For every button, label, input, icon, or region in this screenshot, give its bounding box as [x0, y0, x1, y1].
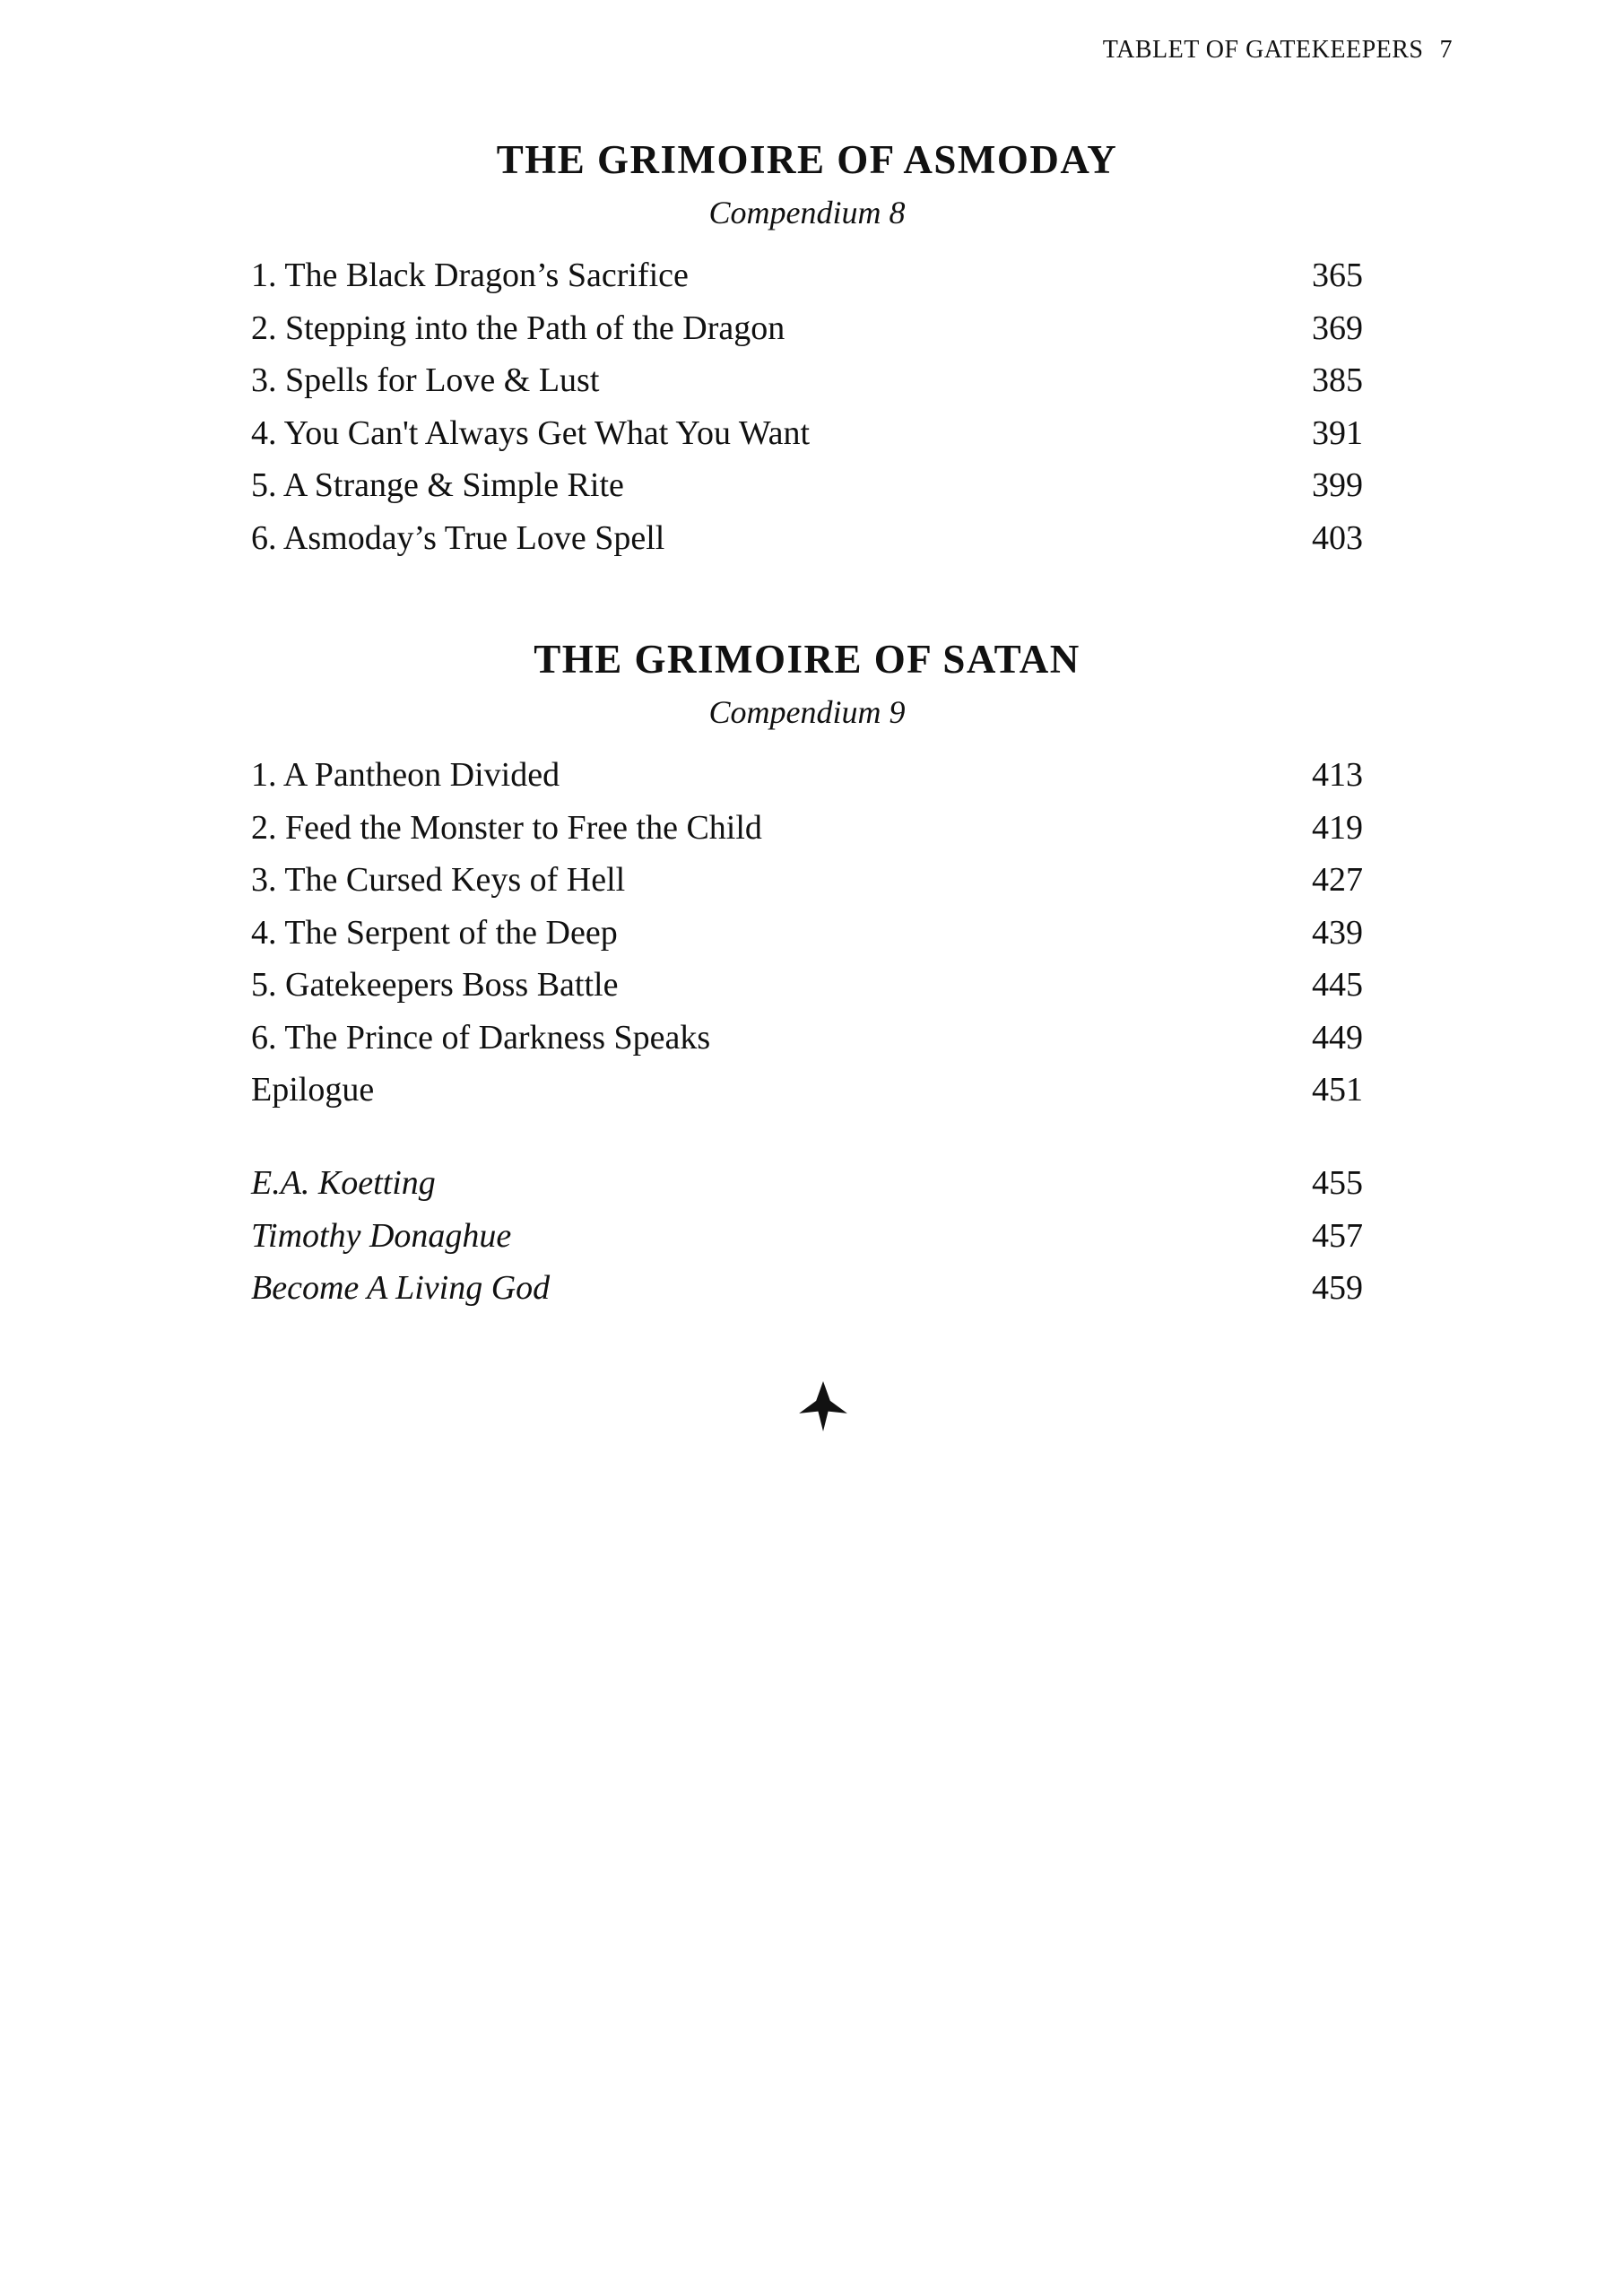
- toc-entry-label: 1. The Black Dragon’s Sacrifice: [251, 257, 689, 294]
- toc-entry-page: 413: [1312, 756, 1363, 794]
- toc-entry[interactable]: [251, 354, 1363, 407]
- toc-entry-page: 369: [1312, 309, 1363, 347]
- toc-entry-label: 1. A Pantheon Divided: [251, 756, 560, 794]
- toc-entry[interactable]: [251, 1012, 1363, 1065]
- toc-entry[interactable]: [251, 249, 1363, 302]
- toc-entry-page: 455: [1312, 1164, 1363, 1202]
- toc-entry[interactable]: [251, 854, 1363, 907]
- section-subtitle: Compendium 9: [708, 694, 906, 730]
- toc-entry-page: 457: [1312, 1216, 1363, 1255]
- section-satan: [251, 632, 1363, 1117]
- toc-entry-page: 449: [1312, 1018, 1363, 1057]
- toc-entry[interactable]: [251, 1210, 1363, 1263]
- toc-entry-page: 419: [1312, 808, 1363, 847]
- toc-entry-label: 6. Asmoday’s True Love Spell: [251, 518, 665, 557]
- toc-entry-label: Epilogue: [251, 1071, 375, 1109]
- toc-entry[interactable]: [251, 1064, 1363, 1117]
- toc-entry-page: 399: [1312, 466, 1363, 504]
- toc-entry[interactable]: [251, 907, 1363, 960]
- toc-entry-label: 4. You Can't Always Get What You Want: [251, 413, 811, 452]
- toc-entry-label: 3. The Cursed Keys of Hell: [251, 861, 626, 899]
- section-asmoday: [251, 133, 1363, 564]
- toc-entry-label: 6. The Prince of Darkness Speaks: [251, 1018, 711, 1057]
- toc-entry-label: Timothy Donaghue: [251, 1216, 512, 1255]
- toc-entry-page: 439: [1312, 913, 1363, 952]
- toc-entry-page: 365: [1312, 257, 1363, 294]
- toc-entry[interactable]: [251, 749, 1363, 802]
- toc-entry-page: 451: [1312, 1071, 1363, 1109]
- section-title: THE GRIMOIRE OF ASMODAY: [496, 137, 1118, 182]
- page-number: 7: [1439, 36, 1453, 64]
- toc-entry[interactable]: [251, 802, 1363, 855]
- toc-entry-page: 459: [1312, 1269, 1363, 1307]
- back-matter: [251, 1157, 1363, 1315]
- toc-entry-page: 427: [1312, 861, 1363, 899]
- toc-entry-label: 2. Stepping into the Path of the Dragon: [251, 309, 785, 347]
- toc-entry[interactable]: [251, 1157, 1363, 1210]
- toc-list-asmoday: [251, 249, 1363, 564]
- toc-list-satan: [251, 749, 1363, 1117]
- toc-list-back-matter: [251, 1157, 1363, 1315]
- toc-entry[interactable]: [251, 959, 1363, 1012]
- toc-entry[interactable]: [251, 459, 1363, 512]
- toc-entry[interactable]: [251, 1262, 1363, 1315]
- section-subtitle: Compendium 8: [708, 195, 906, 230]
- section-title: THE GRIMOIRE OF SATAN: [534, 637, 1081, 682]
- toc-entry-label: Become A Living God: [251, 1269, 551, 1307]
- toc-entry-label: 3. Spells for Love & Lust: [251, 361, 600, 399]
- running-head: [1103, 36, 1453, 65]
- toc-entry-label: 4. The Serpent of the Deep: [251, 913, 618, 952]
- toc-entry[interactable]: [251, 302, 1363, 355]
- toc-entry-label: 5. A Strange & Simple Rite: [251, 466, 624, 504]
- toc-entry[interactable]: [251, 407, 1363, 460]
- running-head-title: TABLET OF GATEKEEPERS: [1102, 36, 1424, 64]
- toc-entry-page: 385: [1312, 361, 1363, 399]
- toc-entry-page: 391: [1312, 413, 1363, 452]
- toc-entry-label: 5. Gatekeepers Boss Battle: [251, 966, 619, 1004]
- toc-entry[interactable]: [251, 512, 1363, 565]
- toc-entry-label: 2. Feed the Monster to Free the Child: [251, 808, 762, 847]
- toc-entry-label: E.A. Koetting: [251, 1164, 436, 1202]
- toc-entry-page: 445: [1312, 966, 1363, 1004]
- pentagram-star-icon: [798, 1381, 848, 1431]
- toc-entry-page: 403: [1312, 518, 1363, 557]
